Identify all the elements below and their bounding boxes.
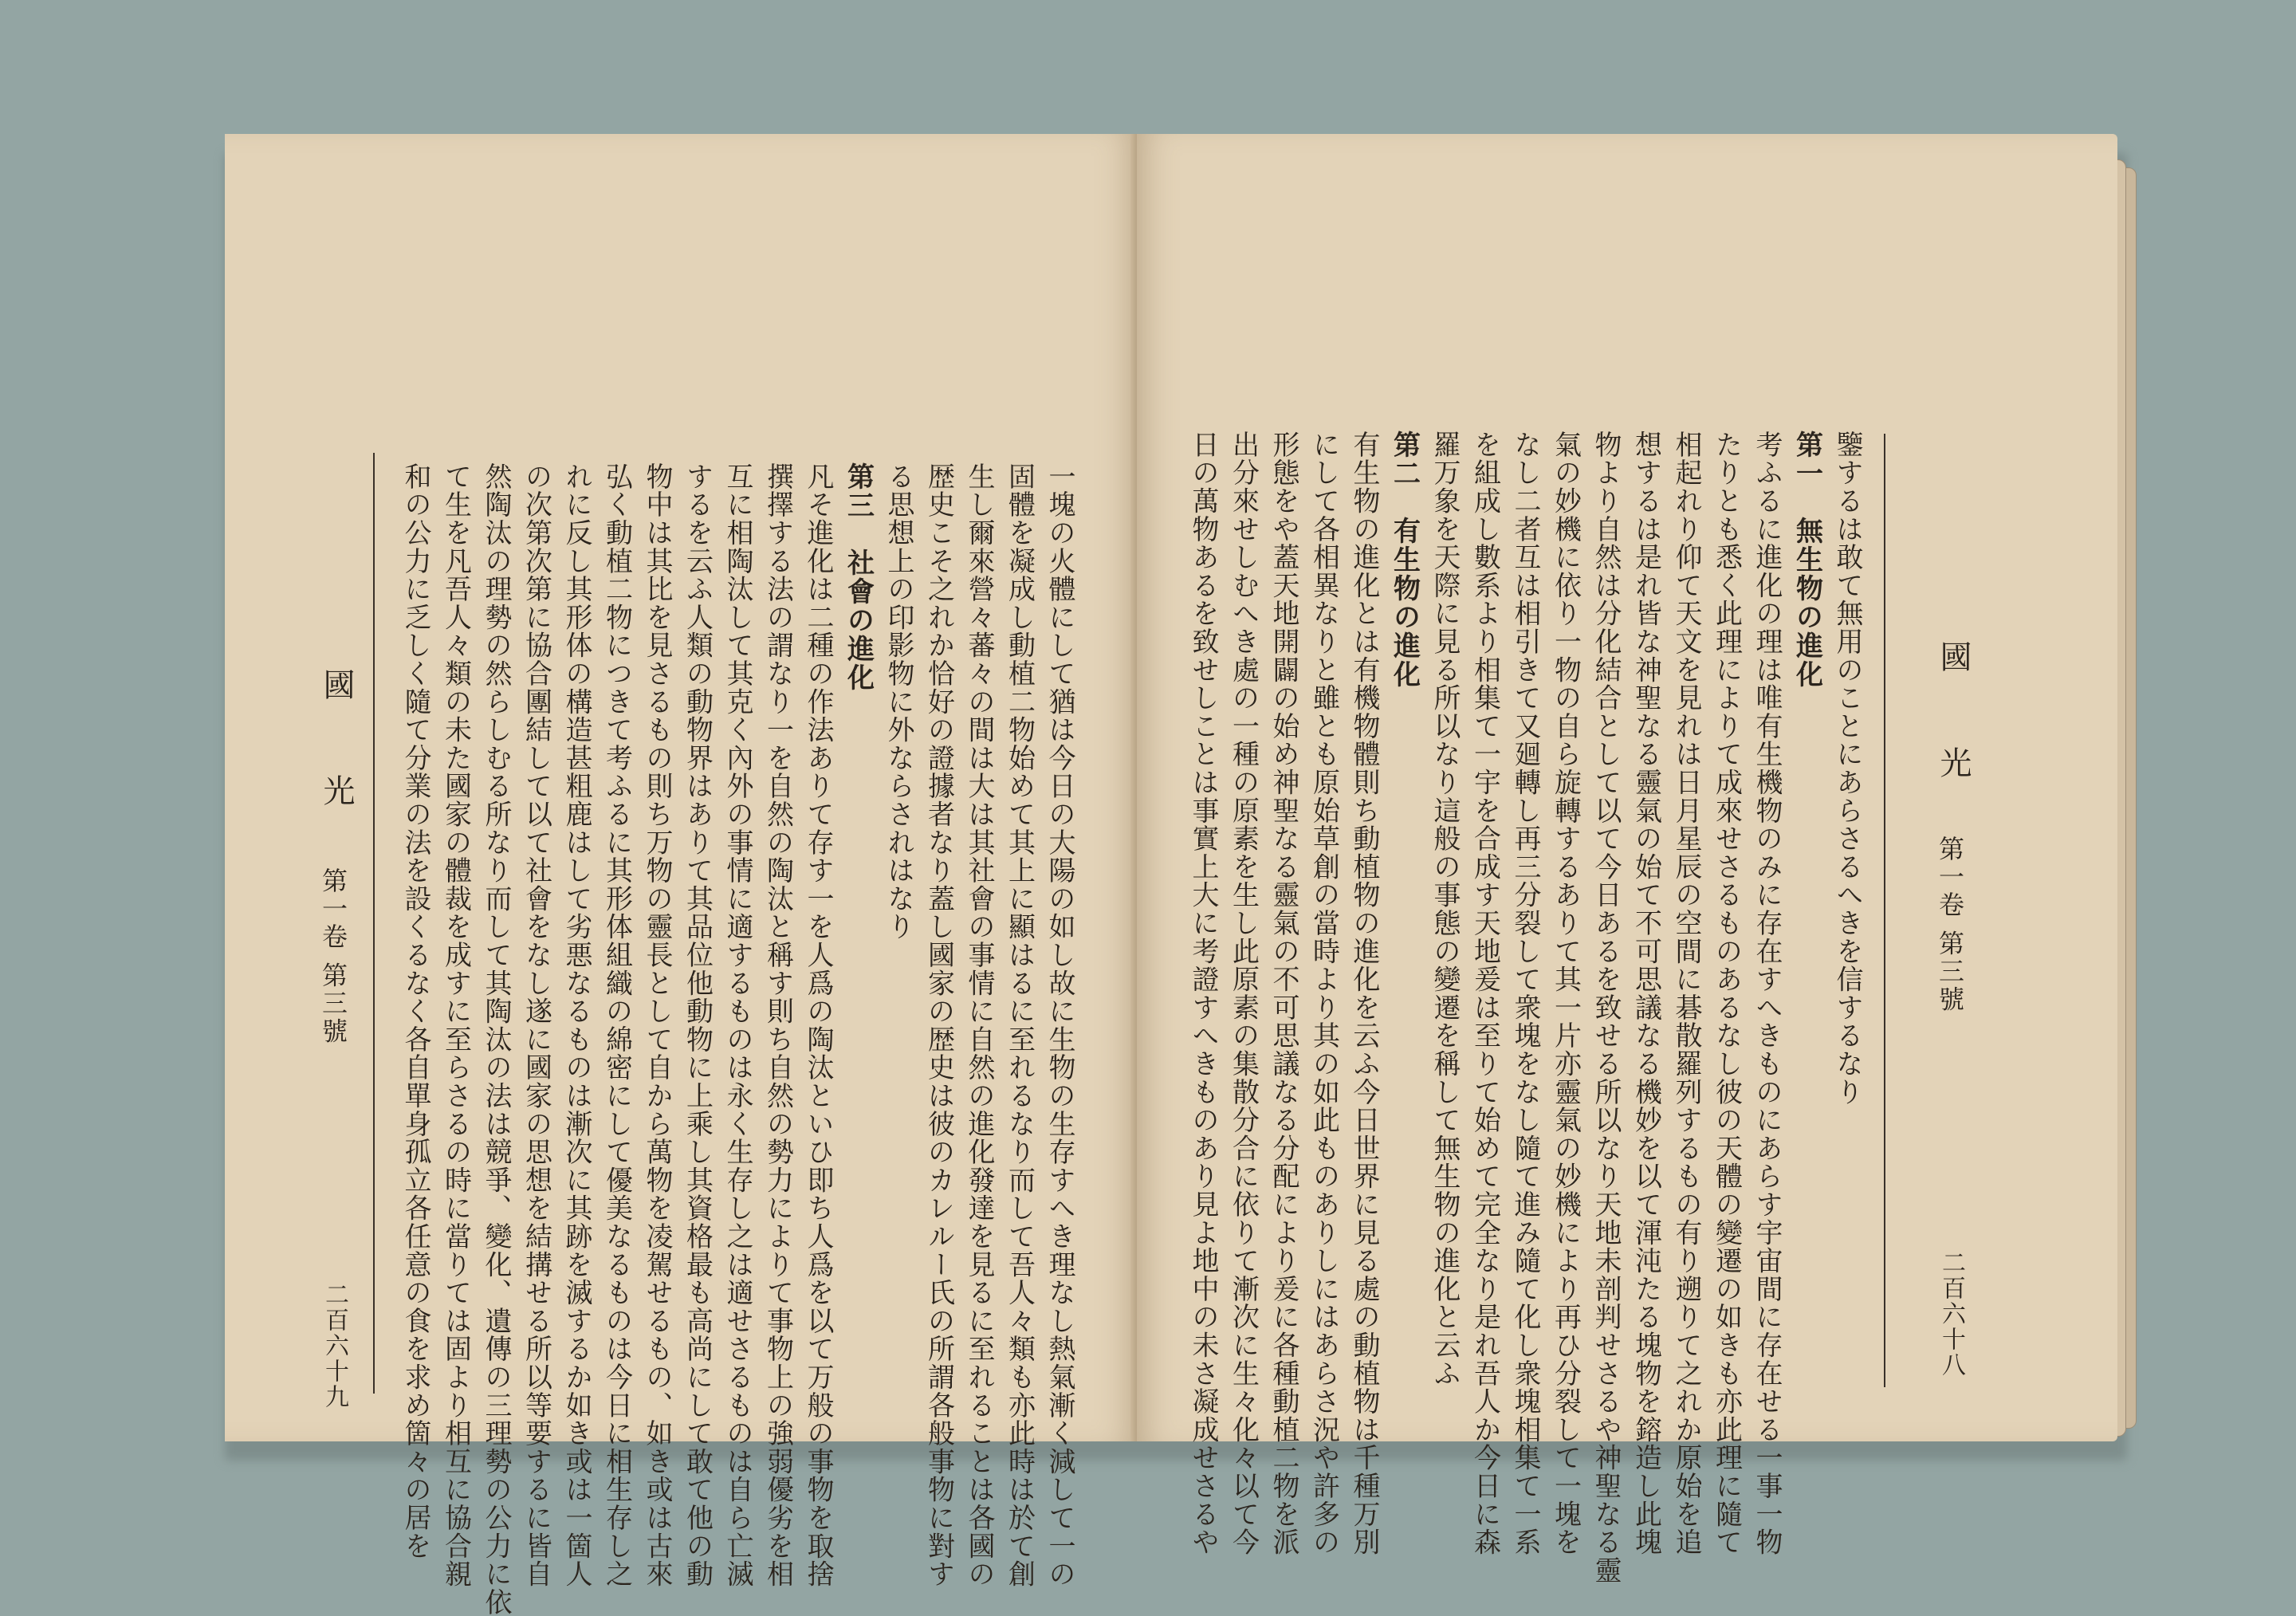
text-line: 撰擇する法の謂なり一を自然の陶汰と稱す則ち自然の勢力によりて事物上の強弱優劣を相 bbox=[761, 462, 794, 1588]
text-line: の次第次第に協合團結して以て社會をなし遂に國家の思想を結搆せる所以等要するに皆自 bbox=[520, 462, 552, 1588]
right-journal-title: 國 光 bbox=[1935, 640, 1972, 810]
text-line: 固體を凝成し動植二物始めて其上に顯はるに至れるなり而して吾人々類も亦此時は於て創 bbox=[1003, 462, 1036, 1588]
text-line: 然陶汰の理勢の然らしむる所なり而して其陶汰の法は競爭、變化、遺傳の三理勢の公力に依 bbox=[480, 462, 512, 1616]
text-line: 弘く動植二物につきて考ふるに其形体組織の綿密にして優美なるものは今日に相生存し之 bbox=[600, 462, 633, 1588]
right-page-number: 二百六十八 bbox=[1937, 1250, 1965, 1378]
text-line: 互に相陶汰して其克く內外の事情に適するものは永く生存し之は適せさるものは自ら亡滅 bbox=[721, 462, 753, 1588]
section-heading: 第一 無生物の進化 bbox=[1791, 431, 1823, 689]
text-line: にして各相異なりと雖とも原始草創の當時より其の如此ものありしにはあらさ況や許多の bbox=[1307, 431, 1340, 1556]
text-line: 歴史こそ之れか恰好の證據者なり蓋し國家の歴史は彼のカレルー氏の所謂各般事物に對す bbox=[922, 462, 955, 1588]
text-line: なし二者互は相引きて又廻轉し再三分裂して衆塊をなし隨て進み隨て化し衆塊相集て一系 bbox=[1509, 431, 1541, 1556]
text-line: 和の公力に乏しく隨て分業の法を設くるなく各自單身孤立各任意の食を求め箇々の居を bbox=[399, 462, 431, 1560]
left-page-number: 二百六十九 bbox=[320, 1282, 348, 1410]
text-line: 日の萬物あるを致せしことは事實上大に考證すへきものあり見よ地中の未さ凝成せさるや bbox=[1187, 431, 1219, 1556]
text-line: 凡そ進化は二種の作法ありて存す一を人爲の陶汰といひ即ち人爲を以て万般の事物を取捨 bbox=[802, 462, 834, 1588]
text-line: 有生物の進化とは有機物體則ち動植物の進化を云ふ今日世界に見る處の動植物は千種万別 bbox=[1348, 431, 1380, 1556]
section-heading: 第三 社會の進化 bbox=[842, 462, 875, 692]
text-line: 相起れり仰て天文を見れは日月星辰の空間に碁散羅列するもの有り遡りて之れか原始を追 bbox=[1670, 431, 1702, 1556]
text-line: たりとも悉く此理によりて成來せさるものあるなし彼の天體の變遷の如きも亦此理に隨て bbox=[1710, 431, 1743, 1556]
right-volume-issue: 第一卷 第三號 bbox=[1935, 836, 1965, 1014]
text-line: するを云ふ人類の動物界はありて其品位他動物に上乘し其資格最も高尚にして敢て他の動 bbox=[681, 462, 714, 1588]
text-line: 鑒するは敢て無用のことにあらさるへきを信するなり bbox=[1831, 431, 1863, 1107]
text-line: 生し爾來營々蕃々の間は大は其社會の事情に自然の進化發達を見るに至れることは各國の bbox=[963, 462, 995, 1588]
right-header-rule bbox=[1884, 434, 1885, 1387]
text-line: 氣の妙機に依り一物の自ら旋轉するありて其一片亦靈氣の妙機により再ひ分裂して一塊を bbox=[1549, 431, 1582, 1556]
text-line: 考ふるに進化の理は唯有生機物のみに存在すへきものにあらす宇宙間に存在せる一事一物 bbox=[1751, 431, 1783, 1556]
text-line: て生を凡吾人々類の未た國家の體裁を成すに至らさるの時に當りては固より相互に協合親 bbox=[439, 462, 472, 1588]
text-line: 出分來せしむへき處の一種の原素を生し此原素の集散分合に依りて漸次に生々化々以て今 bbox=[1227, 431, 1260, 1556]
text-line: 羅万象を天際に見る所以なり這般の事態の變遷を稱して無生物の進化と云ふ bbox=[1429, 431, 1461, 1388]
text-line: 物中は其比を見さるもの則ち万物の靈長として自から萬物を凌駕せるもの、如き或は古來 bbox=[641, 462, 673, 1588]
right-page bbox=[1137, 134, 2117, 1585]
text-line: 想するは是れ皆な神聖なる靈氣の始て不可思議なる機妙を以て渾沌たる塊物を鎔造し此塊 bbox=[1630, 431, 1662, 1556]
text-line: る思想上の印影物に外ならされはなり bbox=[883, 462, 914, 942]
text-line: 形態をや蓋天地開闢の始め神聖なる靈氣の不可思議なる分配により爰に各種動植二物を派 bbox=[1268, 431, 1299, 1556]
left-volume-issue: 第一卷 第三號 bbox=[318, 867, 348, 1046]
left-page bbox=[225, 134, 1137, 1616]
text-line: 一塊の火體にして猶は今日の大陽の如し故に生物の生存すへき理なし熱氣漸く減して一の bbox=[1044, 462, 1075, 1588]
section-heading: 第二 有生物の進化 bbox=[1388, 431, 1421, 689]
left-journal-title: 國 光 bbox=[318, 668, 355, 838]
text-line: れに反し其形体の構造甚粗鹿はして劣悪なるものは漸次に其跡を滅するか如き或は一箇人 bbox=[560, 462, 592, 1588]
left-header-rule bbox=[373, 453, 375, 1394]
text-line: を組成し數系より相集て一宇を合成す天地爰は至りて始めて完全なり是れ吾人か今日に森 bbox=[1468, 431, 1501, 1556]
text-line: 物より自然は分化結合として以て今日あるを致せる所以なり天地未剖判せさるや神聖なる靈 bbox=[1590, 431, 1622, 1585]
